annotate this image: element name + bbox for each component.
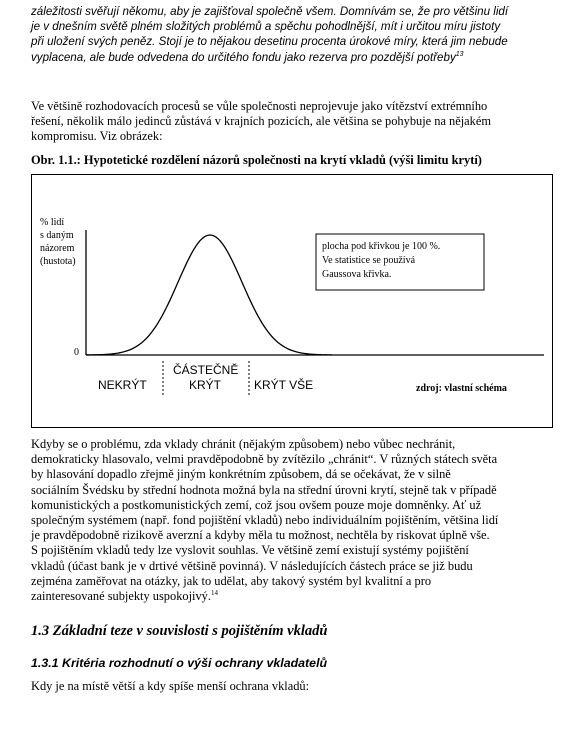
para-line: Kdyby se o problému, zda vklady chránit (nějakým způsobem) nebo vůbec nechránit, [31, 437, 456, 451]
figure-caption [31, 153, 555, 168]
category-label: ČÁSTEČNĚ [173, 363, 239, 377]
para-line: komunistických a postkomunistických zemí, což jsou ovšem pouze moje domněnky. Ať už [31, 497, 482, 512]
distribution-chart [32, 175, 554, 429]
ylabel-line: % lidí [40, 217, 65, 228]
voting-paragraph [31, 437, 555, 604]
para-line: S pojištěním vkladů tedy lze vyslovit souhlas. Ve většině zemí existují systémy pojištění [31, 543, 469, 558]
source-note: zdroj: vlastní schéma [416, 383, 507, 394]
category-label: KRÝT VŠE [254, 378, 314, 392]
para-line: je pravděpodobně rizikově averzní a kdyby měla tu možnost, nechtěla by riskovat úplně vše. [31, 528, 490, 543]
note-line: Ve statistice se používá [322, 255, 416, 266]
note-line: Gaussova křivka. [322, 269, 392, 280]
para-line: řešení, několik málo jedinců zůstává v krajních pozicích, ale většina se pohybuje na nějakém [31, 114, 492, 129]
category-label: KRÝT [189, 378, 222, 392]
intro-paragraph [31, 4, 555, 65]
footnote-ref: 14 [210, 588, 218, 597]
note-line: plocha pod křivkou je 100 %. [322, 241, 441, 252]
figure-box [31, 174, 553, 428]
protection-paragraph [31, 679, 555, 694]
para-line: vkladů (účast bank je v drtivé většině povinná). V následujících částech práce se již budu [31, 558, 473, 573]
para-line: Kdy je na místě větší a kdy spíše menší ochrana vkladů: [31, 679, 310, 693]
heading-1-3: 1.3 Základní teze v souvislosti s pojištěním vkladů [31, 623, 328, 639]
para-line: je v dnešním světě plném složitých problémů a spěchu pohodlnější, mít i určitou míru jistoty [31, 20, 501, 34]
para-line: kompromisu. Viz obrázek: [31, 129, 163, 144]
para-line: zejména zaměřovat na otázky, jak to udělat, aby takový systém byl kvalitní a pro [31, 573, 432, 588]
para-line: demokraticky hlasovalo, velmi pravděpodobně by zvítězilo „chránit“. V různých státech světa [31, 452, 498, 467]
heading-1-3-1: 1.3.1 Kritéria rozhodnutí o výši ochrany vkladatelů [31, 656, 328, 670]
para-line: Ve většině rozhodovacích procesů se vůle společnosti neprojevuje jako vítězství extrémního [31, 99, 488, 113]
origin-label: 0 [74, 347, 79, 358]
decision-paragraph [31, 99, 555, 145]
section-heading [31, 623, 555, 640]
ylabel-line: názorem [40, 243, 75, 254]
ylabel-line: (hustota) [40, 256, 76, 267]
para-line: by hlasování dopadlo zřejmě jiným konkrétním způsobem, dá se očekávat, že v silně [31, 467, 451, 482]
gaussian-curve [86, 235, 332, 355]
para-line: zainteresované subjekty uspokojivý.$^{14}$ [31, 588, 218, 604]
para-line: při uložení svých peněz. Stojí je to nějakou desetinu procenta úrokové míry, která jim nebude [31, 35, 508, 49]
para-line: sociálním Švédsku by střední hodnota možná byla na střední úrovni krytí, stejně tak v případě [31, 482, 497, 497]
para-line: vyplacena, ale bude odvedena do určitého fondu jako rezerva pro pozdější potřeby$^{13}$ [31, 50, 464, 64]
subsection-heading [31, 656, 555, 670]
category-label: NEKRÝT [98, 378, 147, 392]
para-line: záležitosti svěřují někomu, aby je zajišťoval společně všem. Domnívám se, že pro většinu lidí [31, 5, 509, 18]
para-line: společným systémem (např. fond pojištění vkladů) nebo individuálním pojištěním, většina lidí [31, 513, 499, 528]
footnote-ref: 13 [455, 50, 464, 58]
figure-caption-text: Obr. 1.1.: Hypotetické rozdělení názorů společnosti na krytí vkladů (výši limitu krytí) [31, 153, 482, 167]
ylabel-line: s daným [40, 230, 74, 241]
